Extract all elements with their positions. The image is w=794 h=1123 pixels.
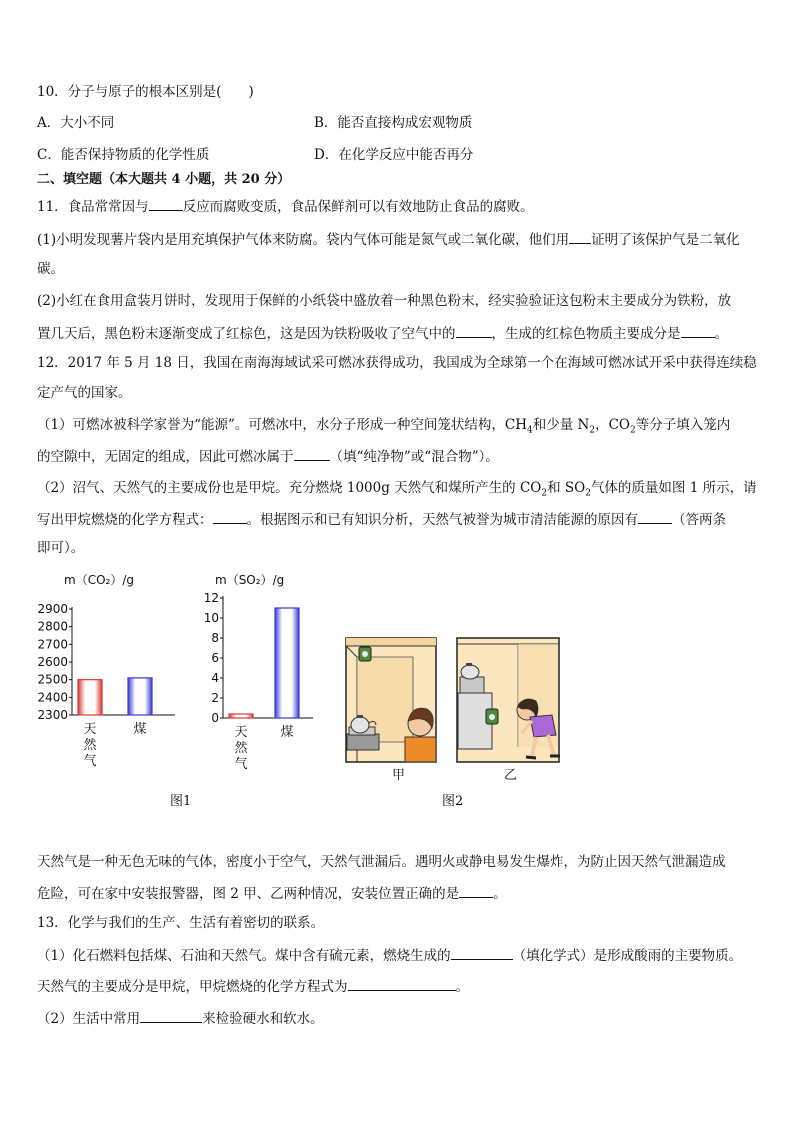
q10-stem: 10．分子与原子的根本区别是( ) [37,84,254,100]
answer-blank[interactable] [681,323,715,338]
y-tick-label: 2900 [37,602,68,616]
category-label: 天 [234,725,248,740]
q12-line2: 定产气的国家。 [37,385,132,401]
bar [128,678,152,715]
category-label: 煤 [280,725,294,740]
q10-option-c: C．能否保持物质的化学性质 [37,147,210,163]
y-tick-label: 8 [211,631,219,645]
q13-part1-line1: （1）化石燃料包括煤、石油和天然气。煤中含有硫元素，燃烧生成的 （填化学式）是形成酸雨的主要物质。 [37,945,758,966]
y-tick-label: 4 [211,671,219,685]
q13-part1-line2: 天然气的主要成分是甲烷，甲烷燃烧的化学方程式为 。 [37,976,758,997]
q11-part1-cont: 碳。 [37,261,64,277]
q13-part2: （2）生活中常用 来检验硬水和软水。 [37,1008,758,1029]
q11-part2-line1: (2)小红在食用盒装月饼时，发现用于保鲜的小纸袋中盛放着一种黑色粉末，经实验验证这包粉末主要成分为铁粉，放 [37,293,732,309]
q12-part1-line1: （1）可燃冰被科学家誉为“能源”。可燃冰中，水分子形成一种空间笼状结构，$CH_4$和少量 $N_2$，$CO_2$等分子填入笼内 [37,417,731,436]
y-tick-label: 2800 [37,619,68,634]
answer-blank[interactable] [140,1008,202,1023]
y-tick-label: 2500 [37,672,68,687]
figure2-label-jia: 甲 [392,768,406,783]
y-tick-label: 2 [211,691,219,705]
q11-stem: 11．食品常常因与 反应而腐败变质，食品保鲜剂可以有效地防止食品的腐败。 [37,196,758,217]
q12-part2-line1: （2）沼气、天然气的主要成份也是甲烷。充分燃烧 1000g 天然气和煤所产生的 $CO_2$和 $SO_2$气体的质量如图 1 所示，请 [37,480,757,499]
figure2-panel-jia [345,637,437,763]
co2-bar-chart [30,568,210,778]
figure2-caption: 图2 [442,794,464,809]
y-axis-label: m（CO₂）/g [64,573,134,587]
answer-blank[interactable] [638,509,672,524]
y-tick-label: 10 [203,611,219,625]
category-label: 煤 [133,722,147,737]
q12-paragraph-line1: 天然气是一种无色无味的气体，密度小于空气，天然气泄漏后。遇明火或静电易发生爆炸，为防止因天然气泄漏造成 [37,854,726,870]
y-tick-label: 2400 [37,690,68,705]
category-label: 然 [83,738,97,753]
q12-part2-line2: 写出甲烷燃烧的化学方程式： 。根据图示和已有知识分析，天然气被誉为城市清洁能源的原因有 （答两条 [37,509,758,530]
answer-blank[interactable] [213,509,247,524]
category-label: 然 [234,741,248,756]
q10-option-d: D．在化学反应中能否再分 [314,147,474,163]
answer-blank[interactable] [294,446,330,461]
figure2-label-yi: 乙 [504,768,518,783]
q10-option-a: A．大小不同 [37,115,115,131]
bar [275,608,299,718]
answer-blank[interactable] [149,196,183,211]
answer-blank[interactable] [459,883,493,898]
bar [229,714,253,718]
y-tick-label: 12 [203,591,219,605]
y-tick-label: 6 [211,651,219,665]
figure2-panel-yi [456,637,560,763]
y-tick-label: 0 [211,711,219,725]
answer-blank[interactable] [456,323,492,338]
q11-part1: (1)小明发现薯片袋内是用充填保护气体来防腐。袋内气体可能是氮气或二氧化碳，他们用 证明了该保护气是二氧化 [37,229,758,250]
q12-paragraph-line2: 危险，可在家中安装报警器，图 2 甲、乙两种情况，安装位置正确的是 。 [37,883,758,904]
answer-blank[interactable] [451,945,513,960]
bar [78,680,102,715]
answer-blank[interactable] [569,229,591,244]
so2-bar-chart [195,568,325,778]
figure1-caption: 图1 [170,794,192,809]
y-tick-label: 2600 [37,655,68,669]
q10-option-b: B．能否直接构成宏观物质 [314,115,473,131]
category-label: 天 [83,722,97,737]
y-axis-label: m（SO₂）/g [215,573,285,587]
y-tick-label: 2300 [37,708,68,722]
category-label: 气 [234,757,248,772]
y-tick-label: 2700 [37,637,68,652]
q12-part1-line2: 的空隙中，无固定的组成，因此可燃冰属于 （填“纯净物”或“混合物”）。 [37,446,758,467]
q13-stem: 13．化学与我们的生产、生活有着密切的联系。 [37,915,325,931]
category-label: 气 [83,754,97,769]
q11-part2-line2: 置几天后，黑色粉末逐渐变成了红棕色，这是因为铁粉吸收了空气中的 ，生成的红棕色物质主要成分是 。 [37,323,758,344]
q12-line1: 12．2017 年 5 月 18 日，我国在南海海域试采可燃冰获得成功，我国成为全球第一个在海域可燃冰试开采中获得连续稳 [37,355,757,371]
q12-part2-line3: 即可）。 [37,540,85,556]
answer-blank[interactable] [348,976,456,991]
section-title: 二、填空题（本大题共 4 小题，共 20 分） [37,172,291,187]
